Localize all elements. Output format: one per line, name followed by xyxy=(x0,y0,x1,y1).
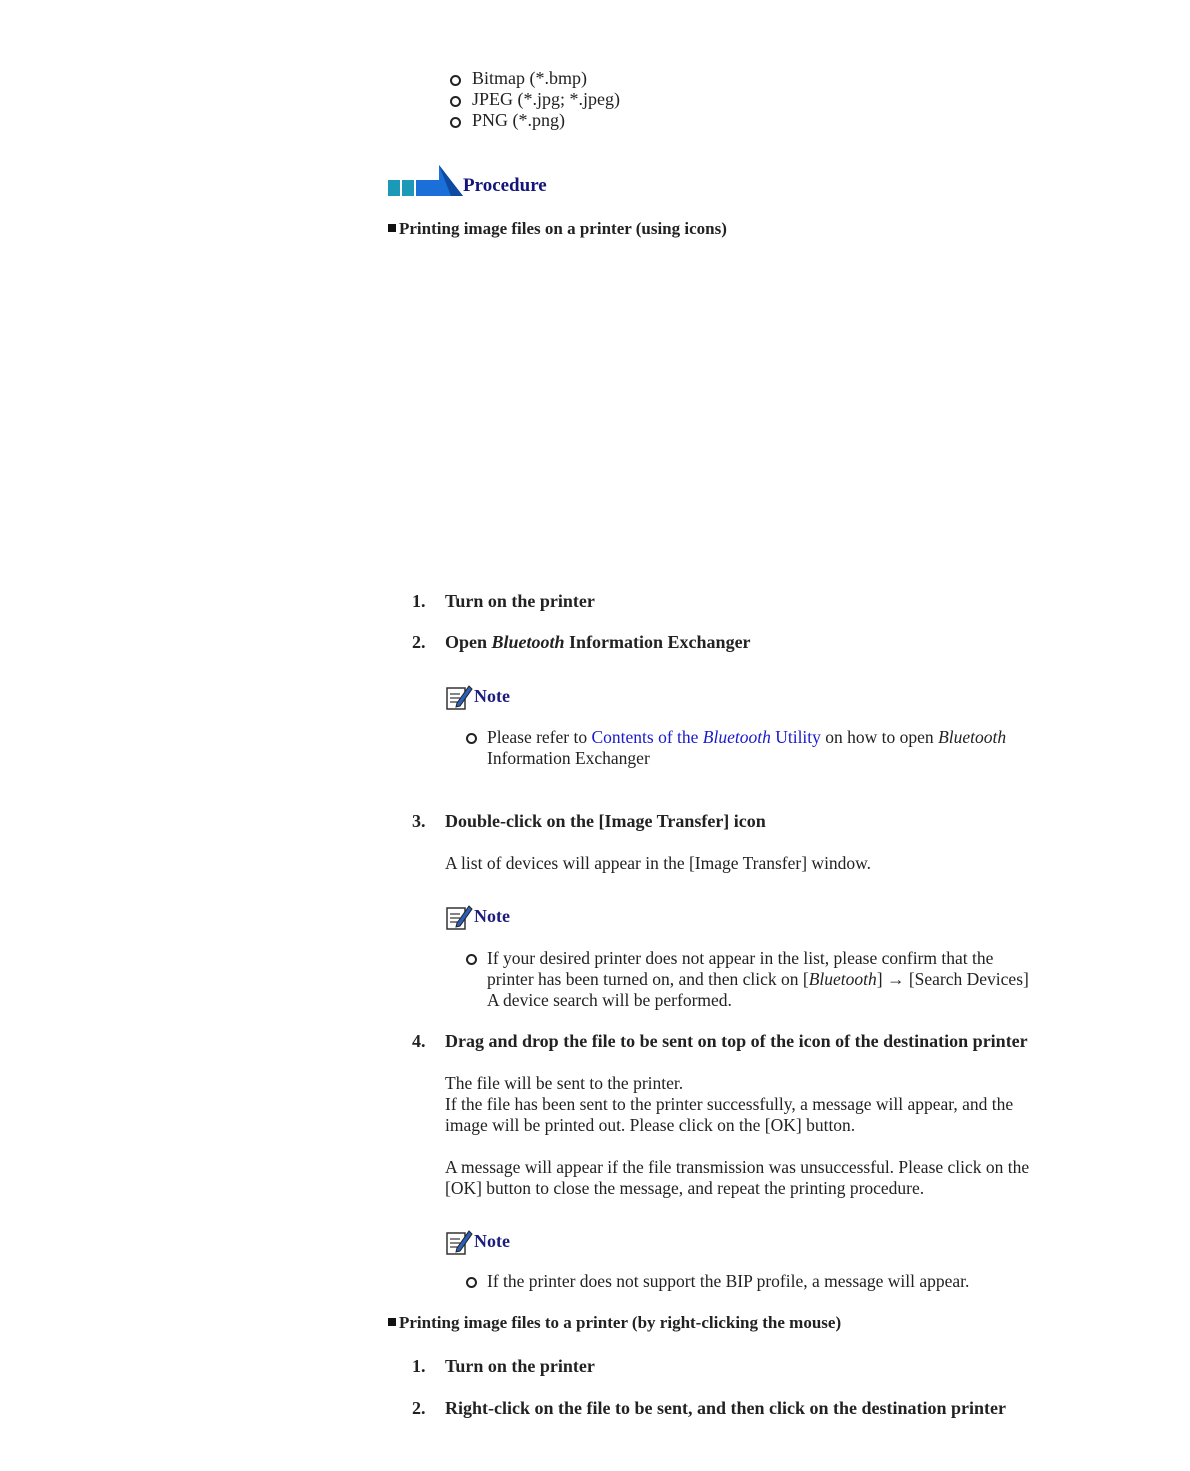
note-text: If the printer does not support the BIP profile, a message will appear. xyxy=(487,1271,970,1291)
format-item: PNG (*.png) xyxy=(472,110,565,130)
utility-contents-link[interactable]: Contents of the Bluetooth Utility xyxy=(591,727,821,747)
step-title: Turn on the printer xyxy=(445,1356,595,1376)
step-description: image will be printed out. Please click on the [OK] button. xyxy=(445,1115,856,1135)
step-number: 1. xyxy=(412,1356,426,1376)
note-text: A device search will be performed. xyxy=(487,990,732,1010)
step-number: 2. xyxy=(412,1398,426,1418)
step-description: If the file has been sent to the printer successfully, a message will appear, and the xyxy=(445,1094,1014,1114)
step-title: Double-click on the [Image Transfer] icon xyxy=(445,811,766,831)
step-title: Turn on the printer xyxy=(445,591,595,611)
step-description: The file will be sent to the printer. xyxy=(445,1073,684,1093)
note-text: Please refer to Contents of the Bluetooth Utility on how to open Bluetooth xyxy=(487,727,1007,747)
note-label: Note xyxy=(474,906,510,926)
note-label: Note xyxy=(474,1231,510,1251)
note-pencil-icon xyxy=(445,1228,473,1256)
step-number: 2. xyxy=(412,632,426,652)
note-text: printer has been turned on, and then click on [Bluetooth] → [Search Devices] xyxy=(487,969,1029,989)
note-label: Note xyxy=(474,686,510,706)
square-bullet-icon xyxy=(388,224,396,232)
note-pencil-icon xyxy=(445,683,473,711)
note-text: Information Exchanger xyxy=(487,748,650,768)
bullet-icon xyxy=(450,96,461,107)
section-title: Printing image files to a printer (by right-clicking the mouse) xyxy=(388,1313,841,1333)
bullet-icon xyxy=(466,954,477,965)
step-description: A list of devices will appear in the [Image Transfer] window. xyxy=(445,853,872,873)
procedure-label: Procedure xyxy=(463,175,547,196)
step-number: 4. xyxy=(412,1031,426,1051)
square-bullet-icon xyxy=(388,1318,396,1326)
step-number: 1. xyxy=(412,591,426,611)
step-title: Drag and drop the file to be sent on top of the icon of the destination printer xyxy=(445,1031,1028,1051)
format-item: JPEG (*.jpg; *.jpeg) xyxy=(472,89,620,109)
step-description: A message will appear if the file transmission was unsuccessful. Please click on the xyxy=(445,1157,1030,1177)
section-title: Printing image files on a printer (using icons) xyxy=(388,219,727,239)
note-text: If your desired printer does not appear in the list, please confirm that the xyxy=(487,948,994,968)
note-pencil-icon xyxy=(445,903,473,931)
bullet-icon xyxy=(450,75,461,86)
procedure-icon xyxy=(387,163,463,197)
bullet-icon xyxy=(466,733,477,744)
bullet-icon xyxy=(466,1277,477,1288)
bullet-icon xyxy=(450,117,461,128)
step-title: Right-click on the file to be sent, and then click on the destination printer xyxy=(445,1398,1006,1418)
step-description: [OK] button to close the message, and repeat the printing procedure. xyxy=(445,1178,925,1198)
step-title: Open Bluetooth Information Exchanger xyxy=(445,632,751,652)
step-number: 3. xyxy=(412,811,426,831)
format-item: Bitmap (*.bmp) xyxy=(472,68,587,88)
